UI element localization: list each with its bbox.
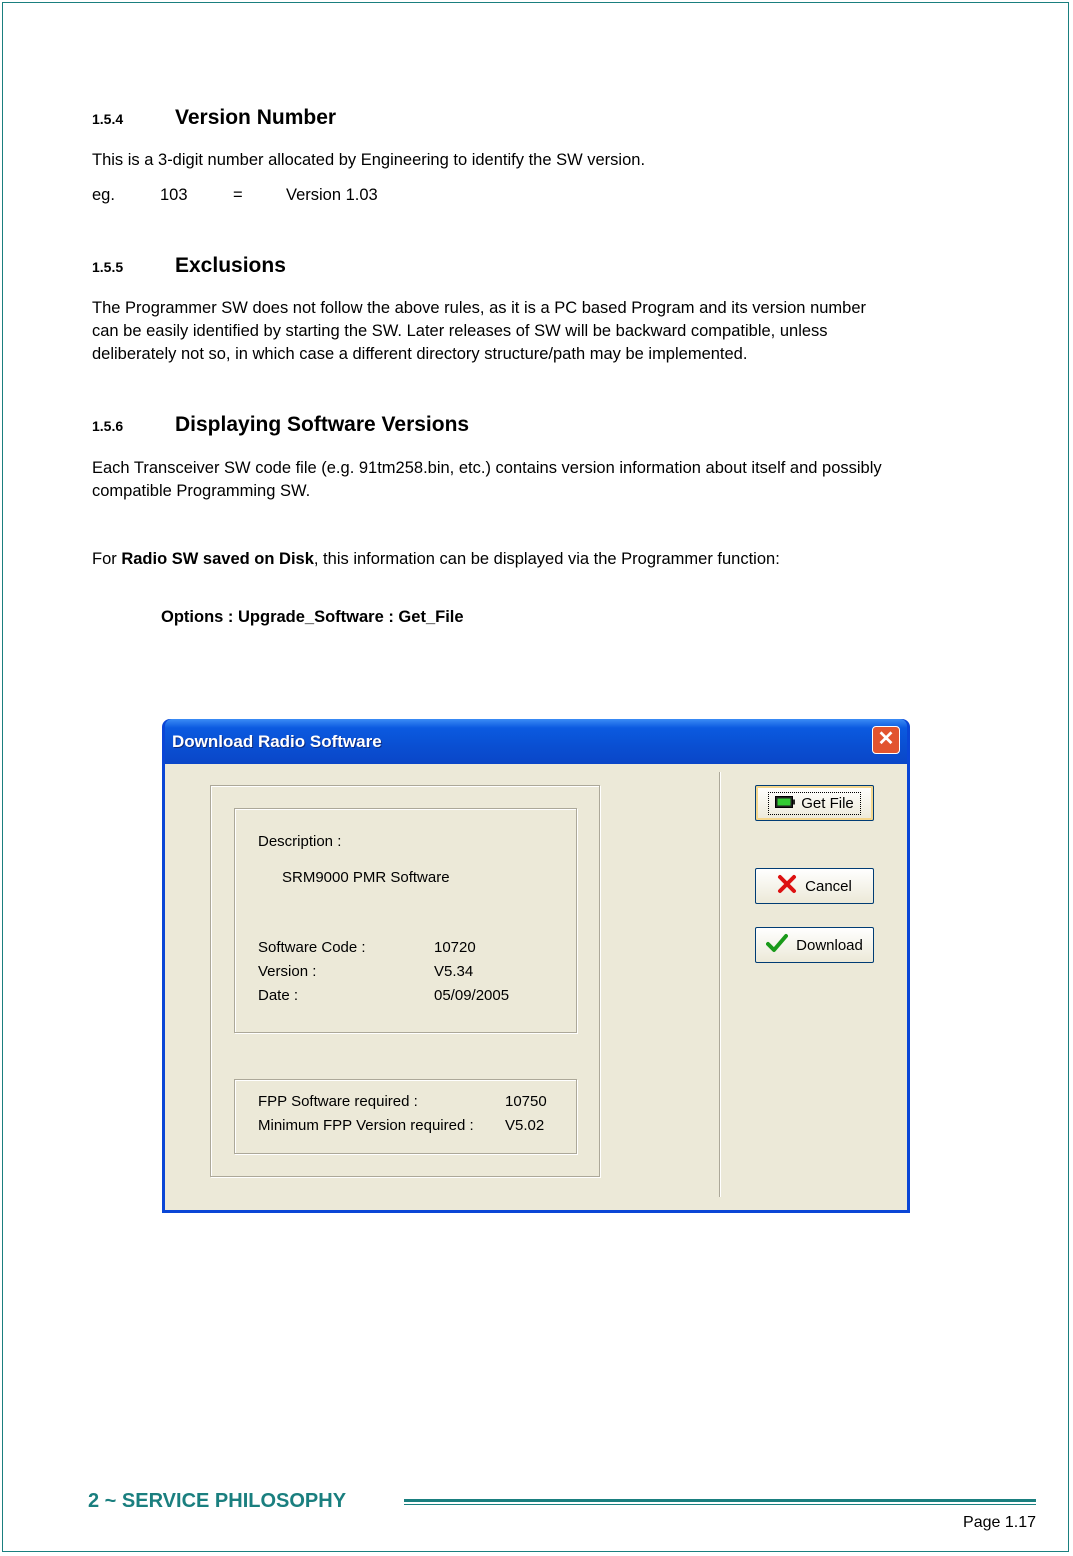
download-dialog [162,719,910,1213]
section-title: Exclusions [175,254,286,277]
paragraph-line: can be easily identified by starting the SW. Later releases of SW will be backward compatible, unless [92,322,828,340]
paragraph-line: compatible Programming SW. [92,482,311,500]
cancel-button[interactable] [755,868,874,904]
vertical-separator [719,772,720,1197]
field-value: 05/09/2005 [434,987,510,1004]
section-number: 1.5.6 [92,418,124,434]
green-check-icon [766,933,788,957]
download-button[interactable] [755,927,874,963]
example-result: Version 1.03 [286,186,378,204]
cancel-label: Cancel [805,877,852,895]
download-label: Download [796,936,863,954]
footer-rule-thin [404,1504,1036,1505]
section-number: 1.5.4 [92,111,124,127]
dialog-titlebar[interactable] [165,719,907,764]
paragraph: This is a 3-digit number allocated by Engineering to identify the SW version. [92,151,646,169]
field-label: Software Code : [258,939,366,956]
fpp-value: 10750 [505,1093,547,1110]
field-label: Date : [258,987,299,1004]
section-title: Displaying Software Versions [175,413,470,436]
get-file-button[interactable] [755,785,874,821]
paragraph-line: The Programmer SW does not follow the above rules, as it is a PC based Program and its version number [92,299,867,317]
field-value: 10720 [434,939,476,956]
field-value: V5.34 [434,963,474,980]
example-value: 103 [160,186,188,204]
paragraph-for [92,548,780,570]
example-prefix: eg. [92,186,115,204]
fpp-value: V5.02 [505,1117,545,1134]
fpp-label: FPP Software required : [258,1093,418,1110]
get-file-focus-rect [768,792,861,815]
red-x-icon [777,874,797,898]
paragraph-line: Each Transceiver SW code file (e.g. 91tm258.bin, etc.) contains version information about itself and possibly [92,459,882,477]
battery-icon [775,795,795,812]
paragraph-line: deliberately not so, in which case a different directory structure/path may be implemented. [92,345,748,363]
close-icon: ✕ [877,728,895,750]
fpp-label: Minimum FPP Version required : [258,1117,474,1134]
for-suffix: , this information can be displayed via the Programmer function: [313,550,780,568]
for-bold: Radio SW saved on Disk [121,550,314,568]
dialog-client [165,764,907,1210]
section-title: Version Number [175,106,337,129]
description-value: SRM9000 PMR Software [282,869,450,886]
get-file-label: Get File [801,794,854,812]
page-number: Page 1.17 [963,1514,1036,1531]
footer-title: 2 ~ SERVICE PHILOSOPHY [88,1490,347,1512]
for-prefix: For [92,550,122,568]
field-label: Version : [258,963,317,980]
section-number: 1.5.5 [92,259,124,275]
footer-rule [404,1499,1036,1502]
dialog-title: Download Radio Software [172,732,382,751]
menu-path: Options : Upgrade_Software : Get_File [161,608,464,626]
description-label: Description : [258,833,342,850]
close-button[interactable] [872,726,900,754]
example-equals: = [233,186,243,204]
